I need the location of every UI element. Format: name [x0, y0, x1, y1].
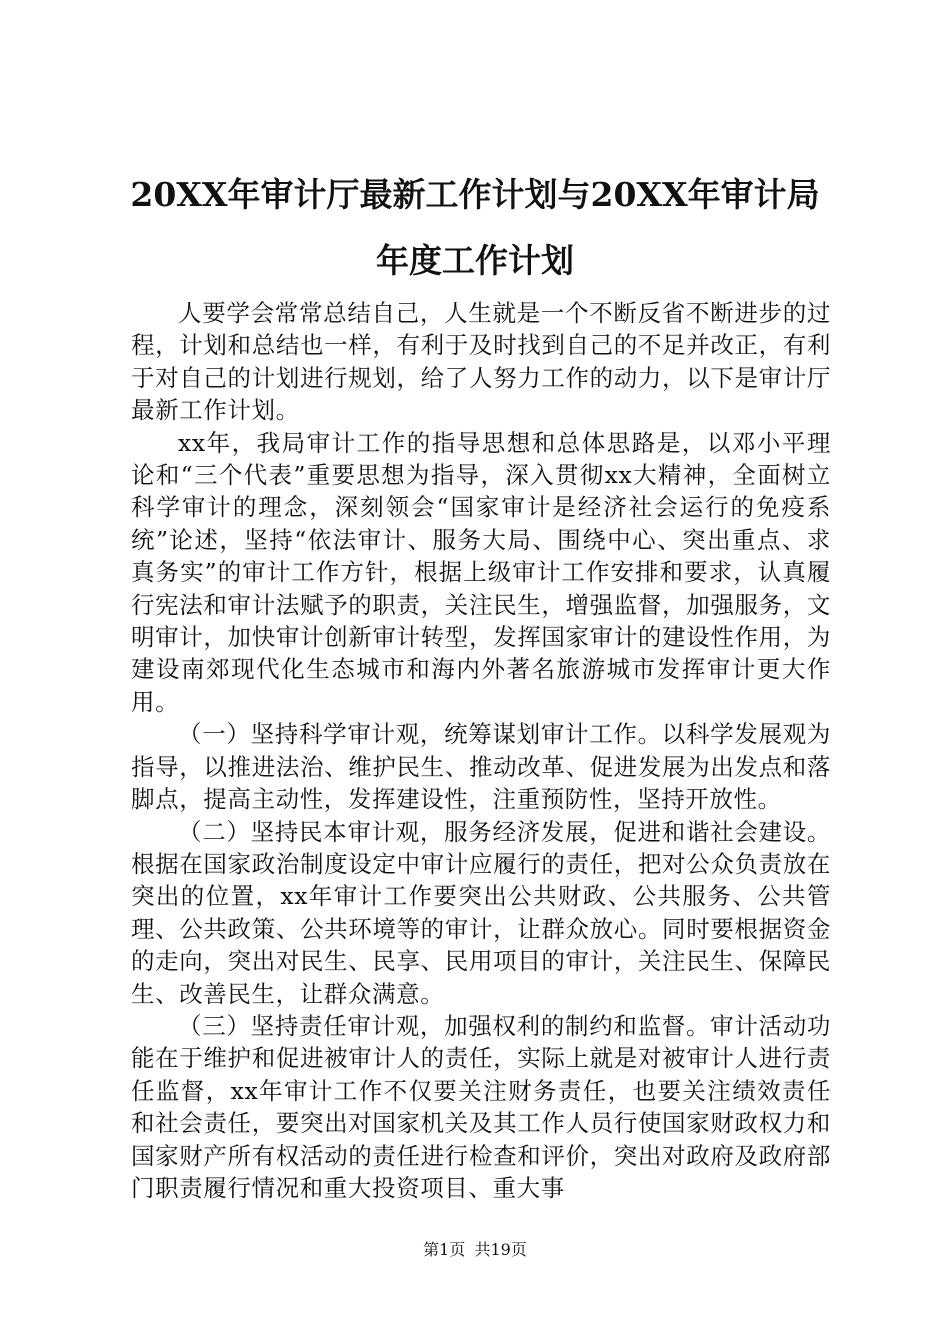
- paragraph-section-1: （一）坚持科学审计观，统筹谋划审计工作。以科学发展观为指导，以推进法治、维护民生、推动改革、促进发展为出发点和落脚点，提高主动性，发挥建设性，注重预防性，坚持开放性。: [131, 720, 831, 814]
- page-footer: [0, 1240, 950, 1260]
- paragraph-guiding-thought: xx年，我局审计工作的指导思想和总体思路是，以邓小平理论和“三个代表”重要思想为指导，深入贯彻xx大精神，全面树立科学审计的理念，深刻领会“国家审计是经济社会运行的免疫系统”论述，坚持“依法审计、服务大局、围绕中心、突出重点、求真务实”的审计工作方针，根据上级审计工作安排和要求，认真履行宪法和审计法赋予的职责，关注民生，增强监督，加强服务，文明审计，加快审计创新审计转型，发挥国家审计的建设性作用，为建设南郊现代化生态城市和海内外著名旅游城市发挥审计更大作用。: [131, 428, 831, 716]
- paragraph-intro: 人要学会常常总结自己，人生就是一个不断反省不断进步的过程，计划和总结也一样，有利于及时找到自己的不足并改正，有利于对自己的计划进行规划，给了人努力工作的动力，以下是审计厅最新工作计划。: [131, 299, 831, 425]
- paragraph-section-2: （二）坚持民本审计观，服务经济发展，促进和谐社会建设。根据在国家政治制度设定中审计应履行的责任，把对公众负责放在突出的位置，xx年审计工作要突出公共财政、公共服务、公共管理、公共政策、公共环境等的审计，让群众放心。同时要根据资金的走向，突出对民生、民享、民用项目的审计，关注民生、保障民生、改善民生，让群众满意。: [131, 817, 831, 1008]
- page-total: 共19页: [474, 1240, 527, 1259]
- page-number: 第1页: [423, 1240, 466, 1259]
- title-line-2: 年度工作计划: [376, 241, 574, 280]
- paragraph-section-3: （三）坚持责任审计观，加强权利的制约和监督。审计活动功能在于维护和促进被审计人的责任，实际上就是对被审计人进行责任监督，xx年审计工作不仅要关注财务责任，也要关注绩效责任和社会责任，要突出对国家机关及其工作人员行使国家财政权力和国家财产所有权活动的责任进行检查和评价，突出对政府及政府部门职责履行情况和重大投资项目、重大事: [131, 1011, 831, 1202]
- title-line-1: 20XX年审计厅最新工作计划与20XX年审计局: [130, 175, 820, 214]
- document-title: [120, 162, 830, 294]
- document-body: [131, 297, 831, 1204]
